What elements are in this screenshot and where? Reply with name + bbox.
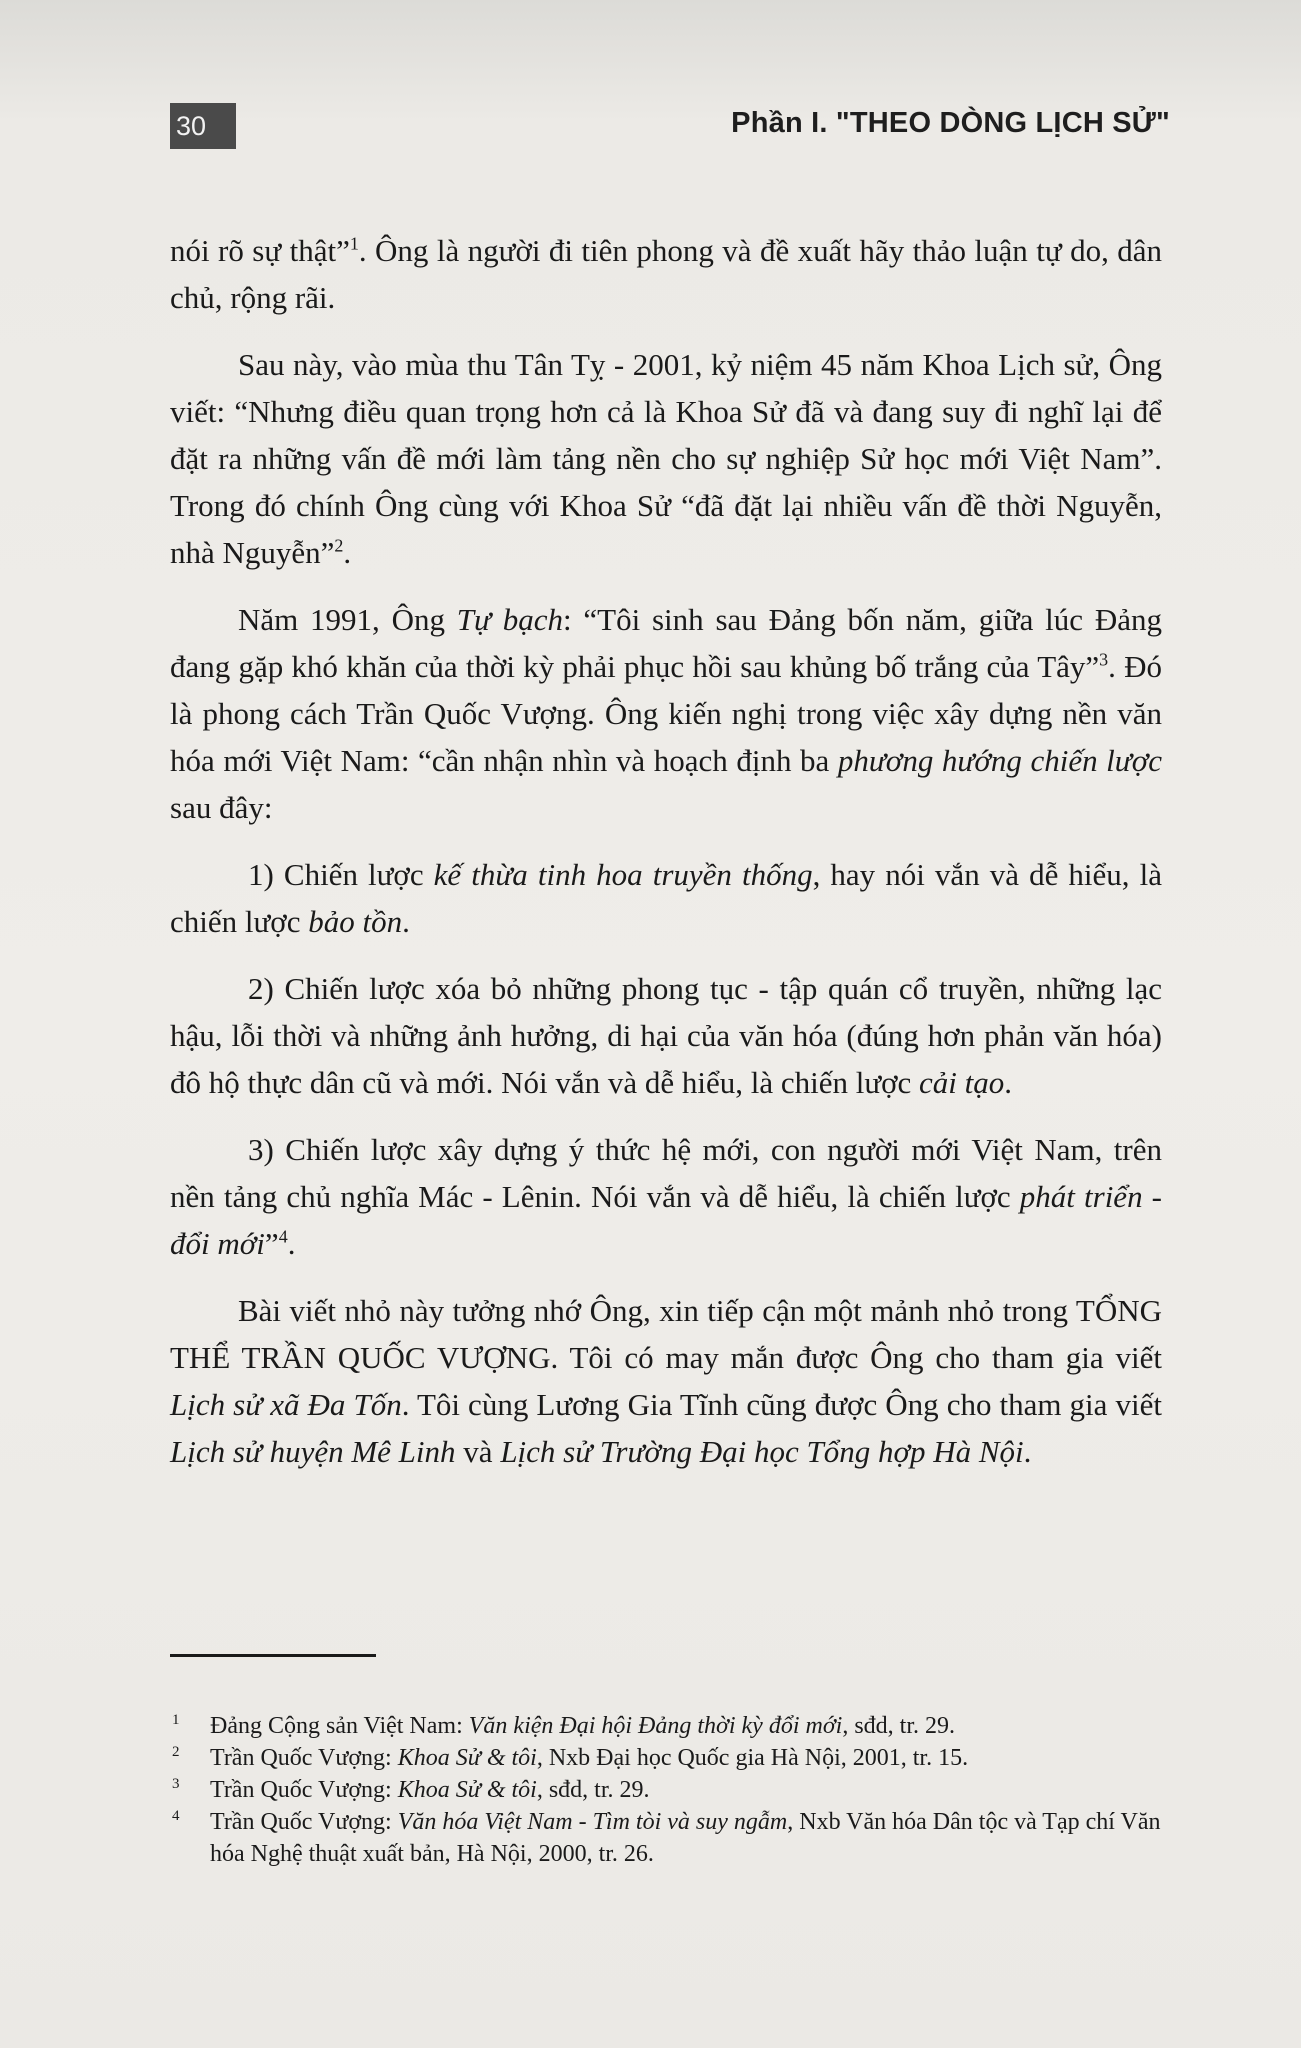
page-number: 30	[170, 103, 236, 149]
footnote-ref-4: 4	[278, 1226, 288, 1247]
footnote-divider	[170, 1654, 376, 1657]
body-text	[170, 227, 1162, 1495]
footnote-ref-2: 2	[334, 535, 344, 556]
footnote-item: 1 Đảng Cộng sản Việt Nam: Văn kiện Đại hội Đảng thời kỳ đổi mới, sđd, tr. 29.	[170, 1710, 1162, 1742]
strategy-item-2: 2) Chiến lược xóa bỏ những phong tục - tập quán cổ truyền, những lạc hậu, lỗi thời và những ảnh hưởng, di hại của văn hóa (đúng hơn phản văn hóa) đô hộ thực dân cũ và mới. Nói vắn và dễ hiểu, là chiến lược cải tạo.	[170, 971, 1162, 1100]
footnote-number: 1	[172, 1712, 180, 1728]
paragraph-3: Năm 1991, Ông Tự bạch: “Tôi sinh sau Đảng bốn năm, giữa lúc Đảng đang gặp khó khăn của thời kỳ phải phục hồi sau khủng bố trắng của Tây”$^3$. Đó là phong cách Trần Quốc Vượng. Ông kiến nghị trong việc xây dựng nền văn hóa mới Việt Nam: “cần nhận nhìn và hoạch định ba phương hướng chiến lược sau đây:	[170, 602, 1162, 825]
footnote-item: 4 Trần Quốc Vượng: Văn hóa Việt Nam - Tìm tòi và suy ngẫm, Nxb Văn hóa Dân tộc và Tạp chí Văn hóa Nghệ thuật xuất bản, Hà Nội, 2000, tr. 26.	[170, 1806, 1162, 1870]
footnote-number: 2	[172, 1744, 180, 1760]
strategy-item-3: 3) Chiến lược xây dựng ý thức hệ mới, con người mới Việt Nam, trên nền tảng chủ nghĩa Mác - Lênin. Nói vắn và dễ hiểu, là chiến lược phát triển - đổi mới”$^4$.	[170, 1132, 1162, 1261]
section-title: Phần I. "THEO DÒNG LỊCH SỬ"	[731, 107, 1170, 139]
footnote-ref-3: 3	[1099, 649, 1109, 670]
paragraph-7: Bài viết nhỏ này tưởng nhớ Ông, xin tiếp cận một mảnh nhỏ trong TỔNG THỂ TRẦN QUỐC VƯỢNG. Tôi có may mắn được Ông cho tham gia viết Lịch sử xã Đa Tốn. Tôi cùng Lương Gia Tĩnh cũng được Ông cho tham gia viết Lịch sử huyện Mê Linh và Lịch sử Trường Đại học Tổng hợp Hà Nội.	[170, 1293, 1162, 1469]
footnote-number: 3	[172, 1776, 180, 1792]
paragraph-1: nói rõ sự thật”$^1$. Ông là người đi tiên phong và đề xuất hãy thảo luận tự do, dân chủ, rộng rãi.	[170, 233, 1163, 315]
footnotes	[170, 1710, 1162, 1870]
footnote-item: 3 Trần Quốc Vượng: Khoa Sử & tôi, sđd, tr. 29.	[170, 1774, 1162, 1806]
footnote-number: 4	[172, 1808, 180, 1824]
strategy-item-1: 1) Chiến lược kế thừa tinh hoa truyền thống, hay nói vắn và dễ hiểu, là chiến lược bảo tồn.	[170, 857, 1162, 939]
footnote-ref-1: 1	[349, 233, 359, 254]
footnote-item: 2 Trần Quốc Vượng: Khoa Sử & tôi, Nxb Đại học Quốc gia Hà Nội, 2001, tr. 15.	[170, 1742, 1162, 1774]
page-header	[170, 103, 1170, 151]
paragraph-2: Sau này, vào mùa thu Tân Tỵ - 2001, kỷ niệm 45 năm Khoa Lịch sử, Ông viết: “Nhưng điều quan trọng hơn cả là Khoa Sử đã và đang suy đi nghĩ lại để đặt ra những vấn đề mới làm tảng nền cho sự nghiệp Sử học mới Việt Nam”. Trong đó chính Ông cùng với Khoa Sử “đã đặt lại nhiều vấn đề thời Nguyễn, nhà Nguyễn”$^2$.	[170, 347, 1162, 570]
